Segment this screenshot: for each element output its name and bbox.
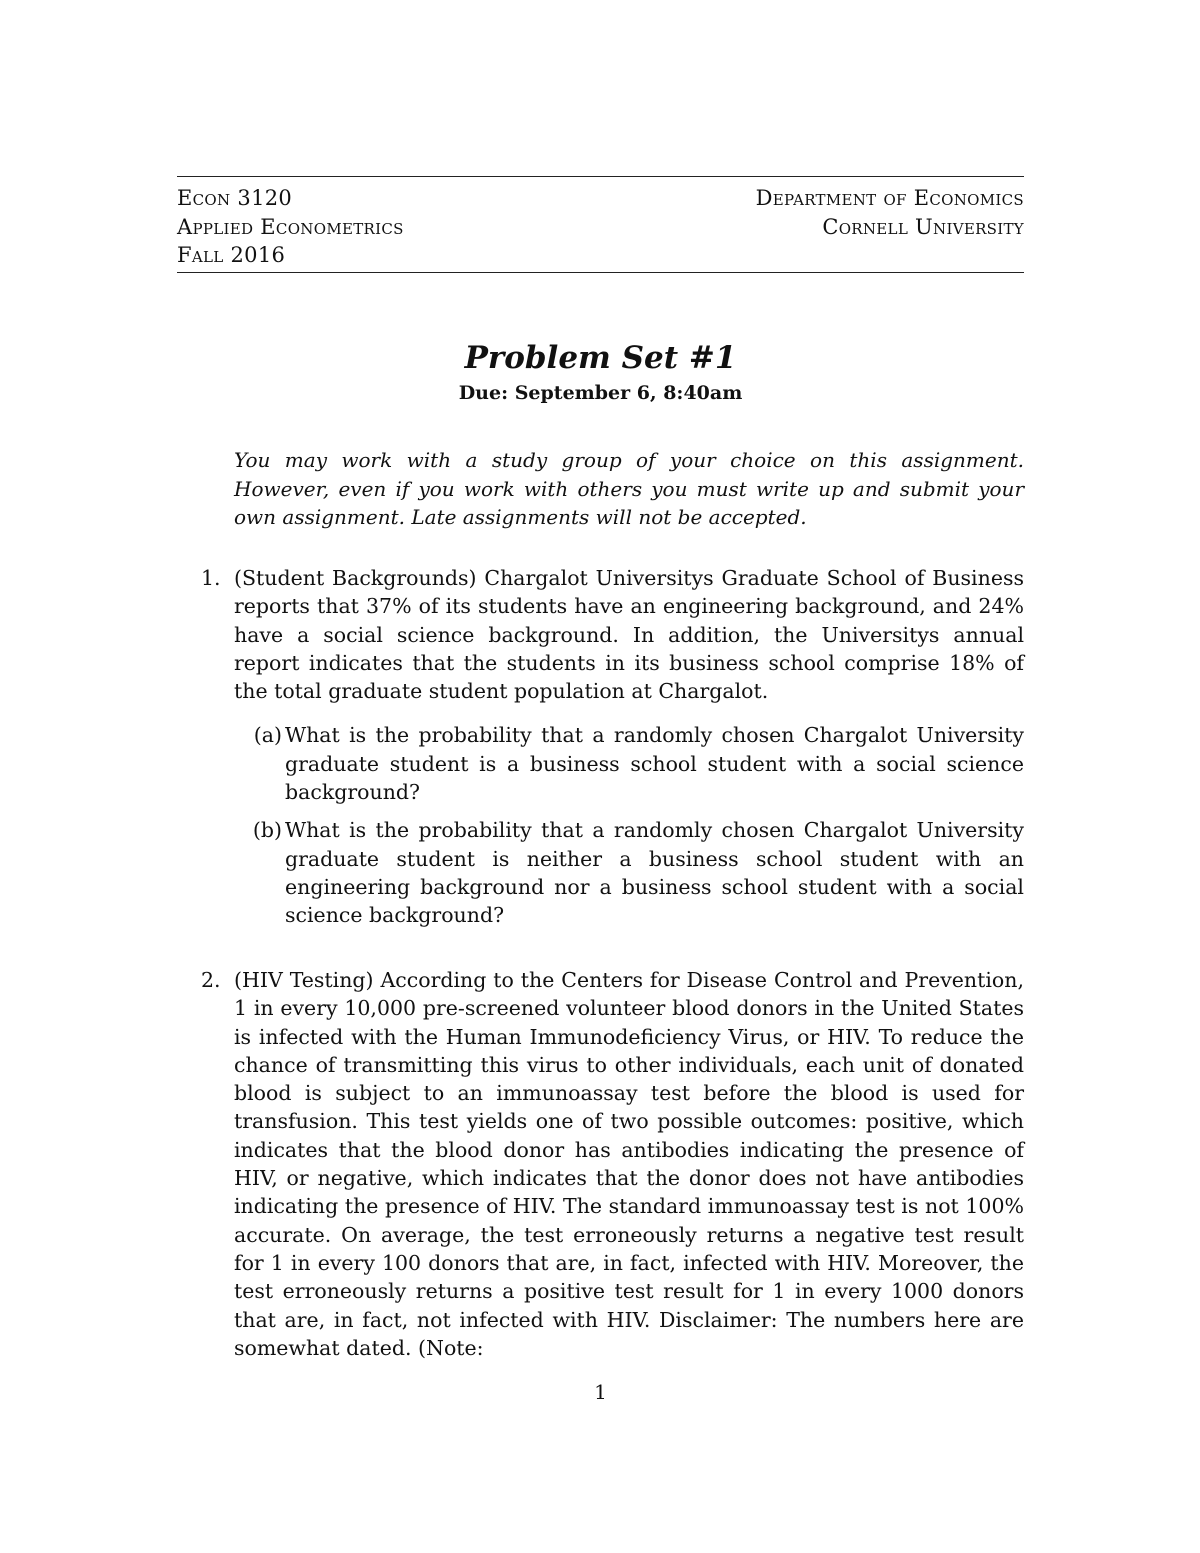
course-code: Econ 3120 <box>177 186 293 210</box>
part-label: (a) <box>253 723 282 748</box>
problem-part-a <box>177 721 1024 806</box>
problem-number: 2. <box>201 968 221 992</box>
document-page <box>177 0 1024 1553</box>
problem-text: (HIV Testing) According to the Centers for Disease Control and Prevention, 1 in every 10,000 pre-screened volunteer blood donors in the United States is infected with the Human Immunodeficiency Virus, or HIV. To reduce the chance of transmitting this virus to other individuals, each unit of donated blood is subject to an immunoassay test before the blood is used for transfusion. This test yields one of two possible outcomes: positive, which indicates that the blood donor has antibodies indicating the presence of HIV, or negative, which indicates that the donor does not have antibodies indicating the presence of HIV. The standard immunoassay test is not 100% accurate. On average, the test erroneously returns a negative test result for 1 in every 100 donors that are, in fact, infected with HIV. Moreover, the test erroneously returns a positive test result for 1 in every 1000 donors that are, in fact, not infected with HIV. Disclaimer: The numbers here are somewhat dated. (Note: <box>234 968 1024 1360</box>
problem-number: 1. <box>201 566 221 590</box>
page-number: 1 <box>594 1380 607 1404</box>
problem-part-b <box>177 816 1024 929</box>
problem-1 <box>177 564 1024 930</box>
problem-2 <box>177 966 1024 1362</box>
part-text: What is the probability that a randomly chosen Chargalot University graduate student is a business school student with a social science background? <box>285 723 1024 805</box>
institution-info <box>756 184 1024 241</box>
university-name: Cornell University <box>822 214 1024 239</box>
instructions: You may work with a study group of your choice on this assignment. However, even if you work with others you must write up and submit your own assignment. Late assignments will not be accepted. <box>234 448 1024 529</box>
course-term: Fall 2016 <box>177 243 286 267</box>
problem-parts <box>234 721 1024 929</box>
header-bottom-rule <box>177 272 1024 273</box>
part-text: What is the probability that a randomly chosen Chargalot University graduate student is neither a business school student with an engineering background nor a business school student with a social science background? <box>285 818 1024 928</box>
part-label: (b) <box>252 818 282 843</box>
course-name: Applied Econometrics <box>177 214 404 239</box>
header-top-rule <box>177 176 1024 177</box>
problem-text: (Student Backgrounds) Chargalot Universitys Graduate School of Business reports that 37% of its students have an engineering background, and 24% have a social science background. In addition, the Universitys annual report indicates that the students in its business school comprise 18% of the total graduate student population at Chargalot. <box>234 566 1024 704</box>
course-info <box>177 184 404 270</box>
department-name: Department of Economics <box>755 186 1024 210</box>
due-date: Due: September 6, 8:40am <box>458 382 743 404</box>
page-title: Problem Set #1 <box>464 340 737 376</box>
